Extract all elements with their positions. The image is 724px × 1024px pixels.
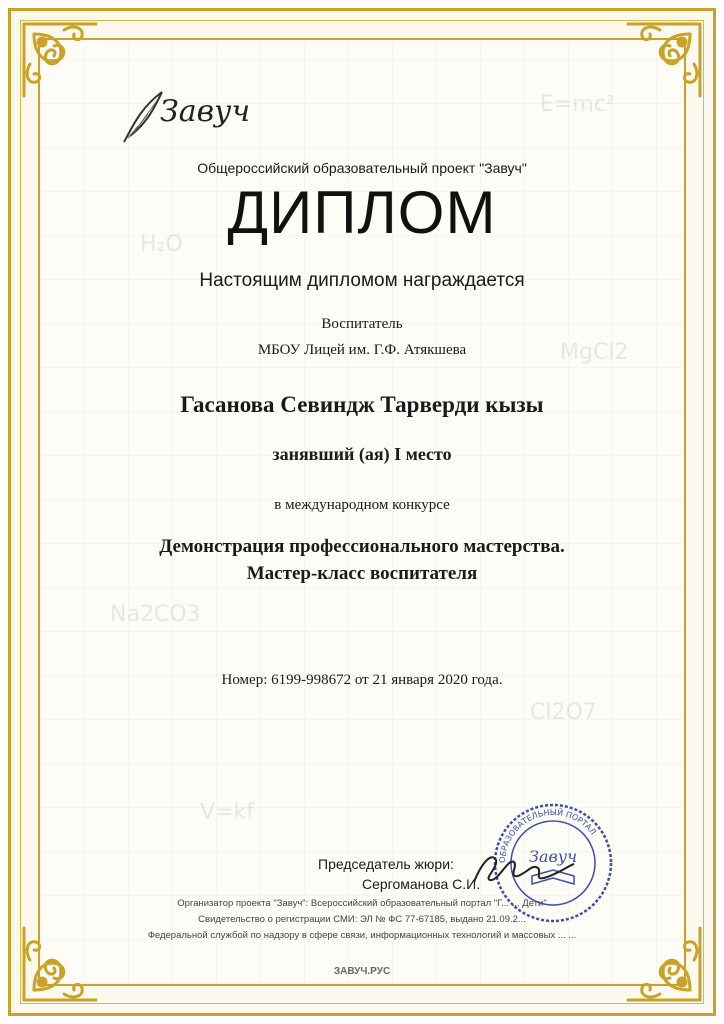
science-doodle: H₂O bbox=[140, 232, 183, 257]
logo bbox=[118, 88, 268, 148]
recipient-name: Гасанова Севиндж Тарверди кызы bbox=[180, 392, 544, 417]
footer-authority: Федеральной службой по надзору в сфере связи, информационных технологий и массовых ... ... bbox=[147, 930, 577, 941]
contest-title-line1: Демонстрация профессионального мастерства. bbox=[159, 536, 565, 557]
page-title: ДИПЛОМ bbox=[227, 179, 497, 246]
website-link[interactable]: ЗАВУЧ.РУС bbox=[333, 966, 391, 977]
corner-ornament-icon bbox=[618, 14, 710, 106]
chemistry-doodle: Cl2O7 bbox=[530, 700, 597, 725]
jury-chair-name: Сергоманова С.И. bbox=[362, 876, 481, 892]
chemistry-doodle: MgCl2 bbox=[560, 340, 629, 365]
corner-ornament-icon bbox=[14, 14, 106, 106]
science-doodle: V=kf bbox=[200, 800, 254, 825]
footer-organizer: Организатор проекта "Завуч": Всероссийский образовательный портал "Г... ... Дети" bbox=[177, 898, 547, 909]
stamp-center-text: Завуч bbox=[528, 847, 578, 866]
logo-text: Завуч bbox=[160, 94, 251, 129]
contest-title-line2: Мастер-класс воспитателя bbox=[246, 563, 478, 584]
awarded-text: Настоящим дипломом награждается bbox=[199, 270, 525, 291]
jury-chair-label: Председатель жюри: bbox=[318, 856, 454, 872]
quill-feather-icon bbox=[118, 88, 166, 146]
recipient-position: Воспитатель bbox=[321, 316, 403, 332]
award-place: занявший (ая) I место bbox=[272, 444, 452, 464]
footer-registration: Свидетельство о регистрации СМИ: ЭЛ № ФС 77-67185, выдано 21.09.2... bbox=[198, 914, 526, 925]
signature bbox=[468, 842, 578, 892]
recipient-organization: МБОУ Лицей им. Г.Ф. Атякшева bbox=[257, 342, 467, 358]
chemistry-doodle: Na2CO3 bbox=[110, 602, 201, 627]
stamp-ring-text: ОБРАЗОВАТЕЛЬНЫЙ ПОРТАЛ bbox=[497, 807, 598, 864]
diploma-number: Номер: 6199-998672 от 21 января 2020 года. bbox=[221, 672, 503, 688]
formula-doodle: E=mc² bbox=[540, 92, 615, 117]
project-name: Общероссийский образовательный проект "Завуч" bbox=[197, 160, 527, 176]
contest-intro: в международном конкурсе bbox=[274, 497, 450, 513]
